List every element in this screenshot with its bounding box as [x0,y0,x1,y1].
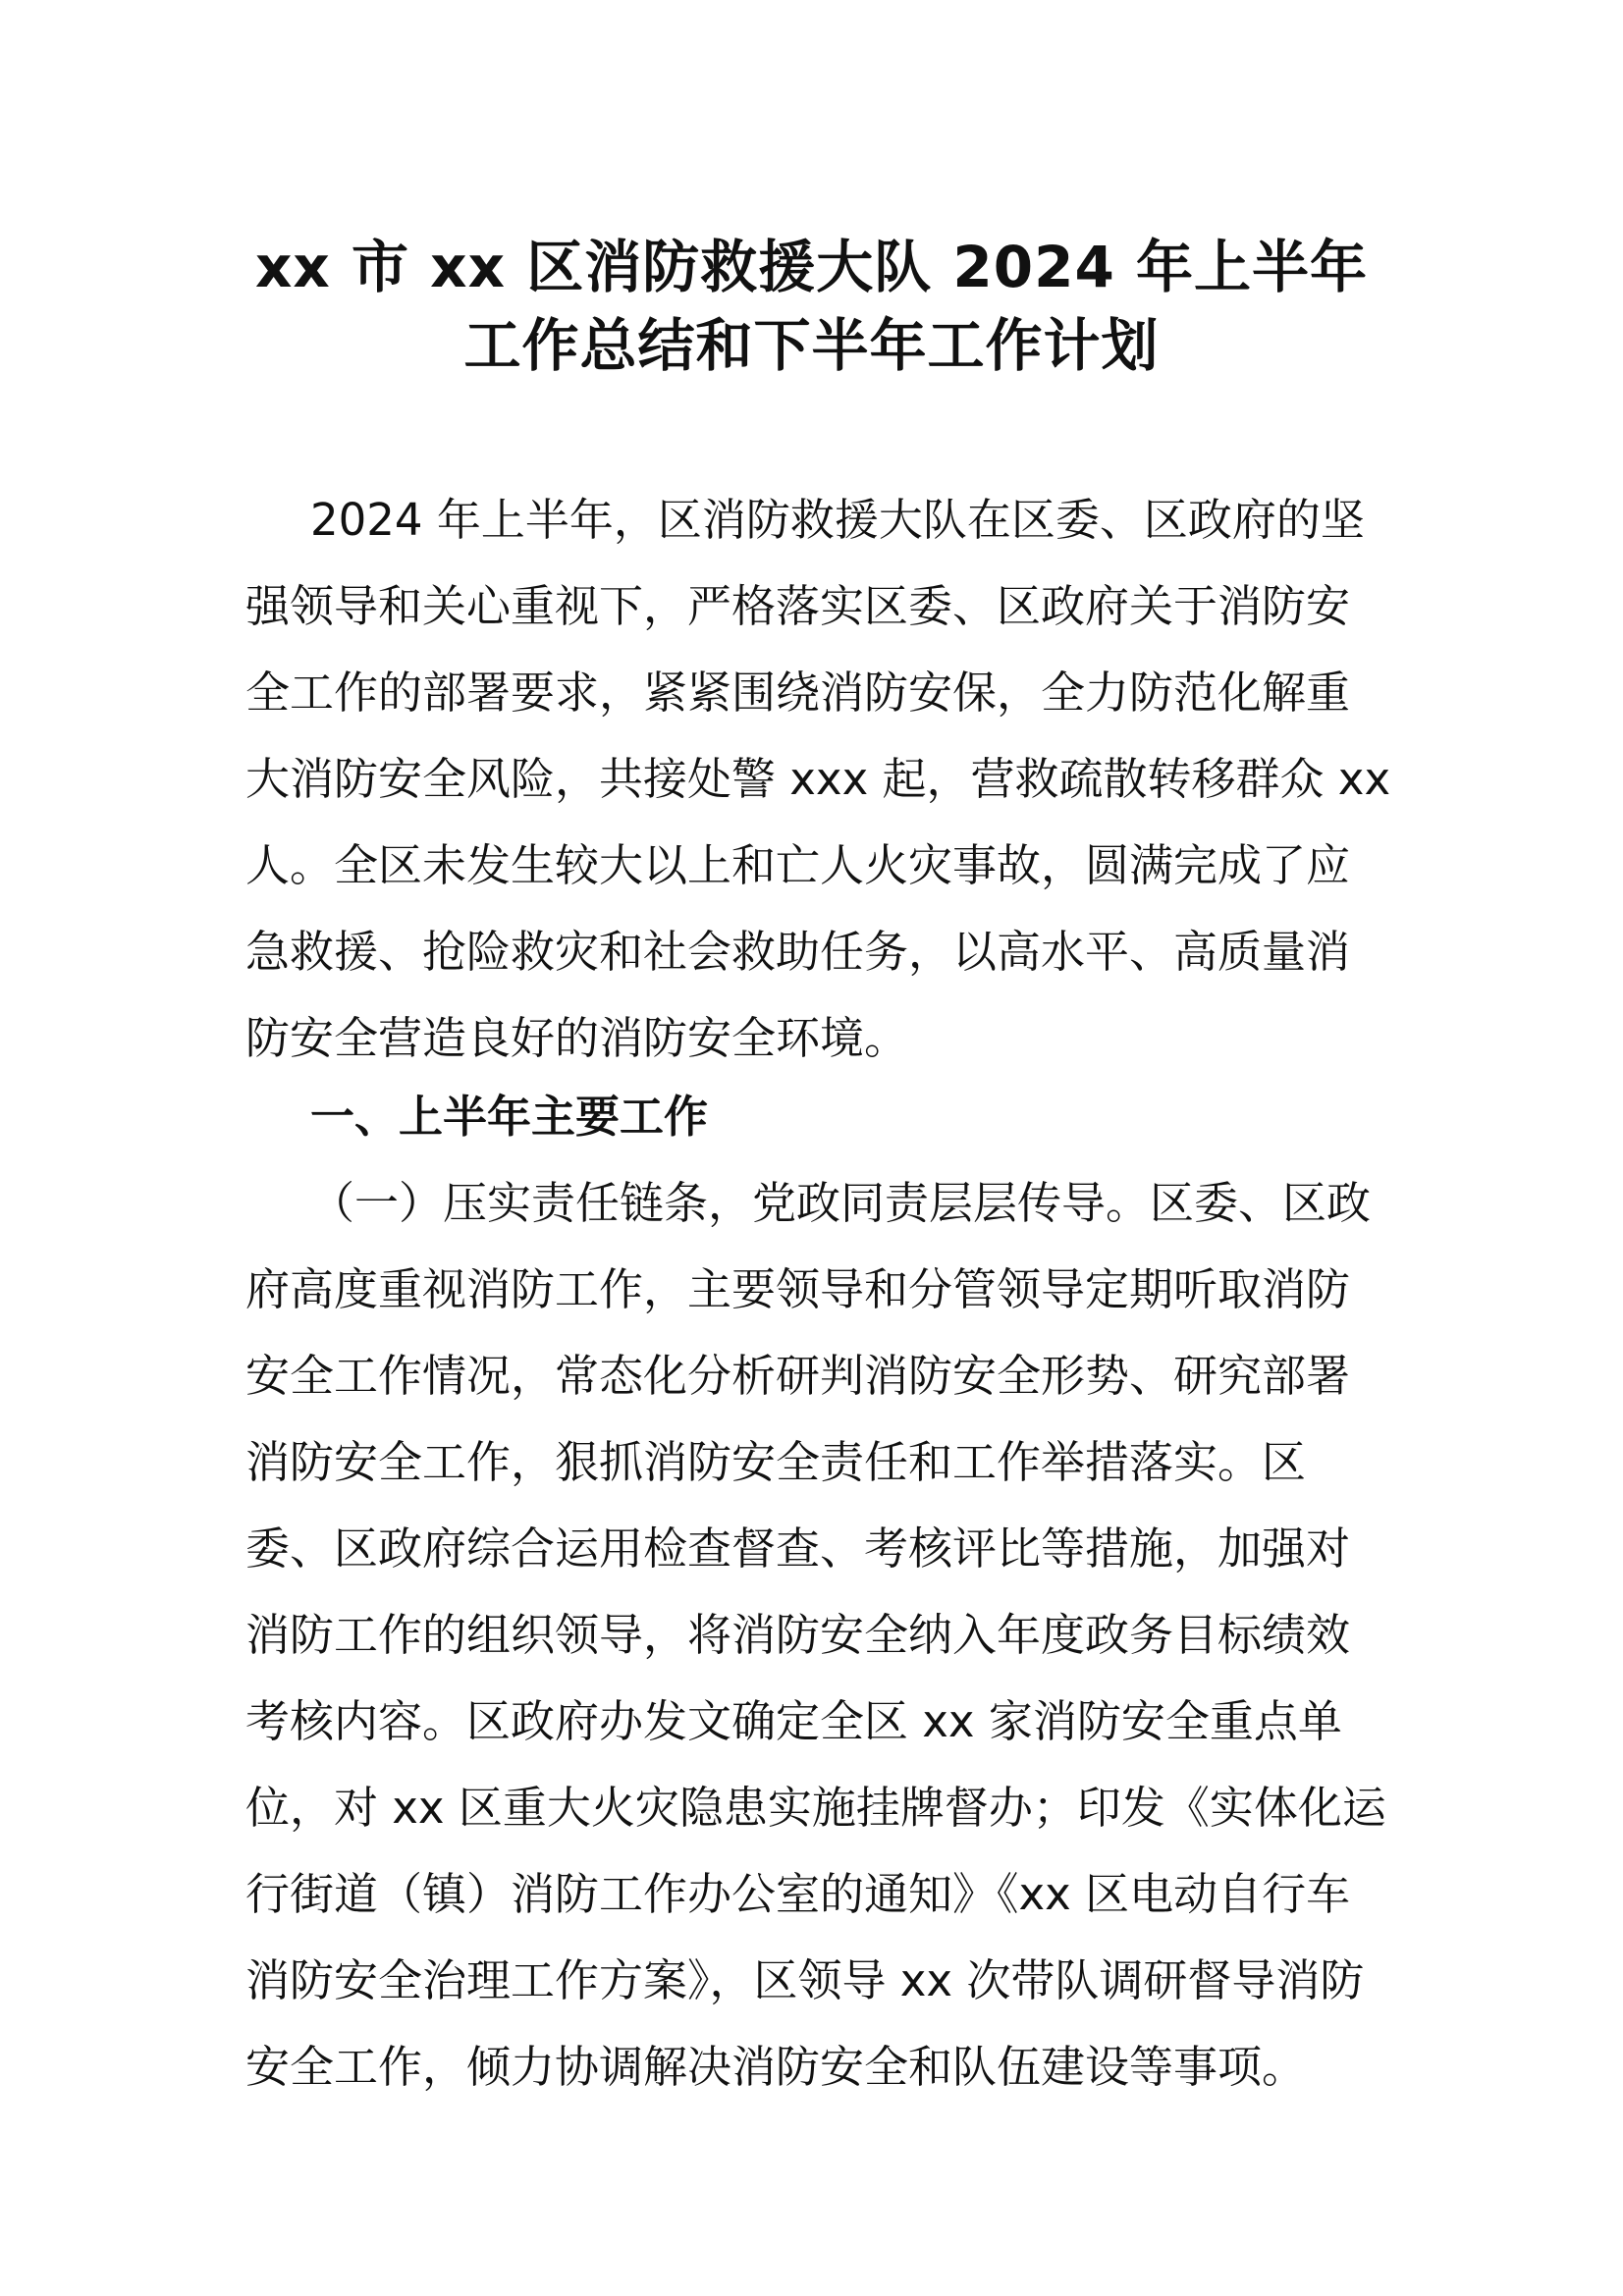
paragraph-line: 消防安全工作，狠抓消防安全责任和工作举措落实。区 [245,1436,1307,1488]
paragraph-line: 府高度重视消防工作，主要领导和分管领导定期听取消防 [245,1263,1351,1315]
paragraph-line: 消防安全治理工作方案》，区领导 xx 次带队调研督导消防 [245,1954,1365,2006]
paragraph-line: 委、区政府综合运用检查督查、考核评比等措施，加强对 [245,1522,1351,1575]
paragraph-line: 大消防安全风险，共接处警 xxx 起，营救疏散转移群众 xx [245,753,1391,805]
paragraph-line: （一）压实责任链条，党政同责层层传导。区委、区政 [310,1177,1372,1229]
paragraph-line: 强领导和关心重视下，严格落实区委、区政府关于消防安 [245,580,1351,632]
paragraph-line: 2024 年上半年，区消防救援大队在区委、区政府的坚 [310,494,1365,546]
document-title-line-2: 工作总结和下半年工作计划 [463,312,1160,379]
paragraph-line: 急救援、抢险救灾和社会救助任务，以高水平、高质量消 [245,926,1351,978]
paragraph-line: 行街道（镇）消防工作办公室的通知》《xx 区电动自行车 [245,1868,1351,1920]
paragraph-line: 位，对 xx 区重大火灾隐患实施挂牌督办；印发《实体化运 [245,1782,1386,1834]
paragraph-line: 人。全区未发生较大以上和亡人火灾事故，圆满完成了应 [245,839,1351,891]
document-title-line-1: xx 市 xx 区消防救援大队 2024 年上半年 [254,234,1369,300]
paragraph-line: 消防工作的组织领导，将消防安全纳入年度政务目标绩效 [245,1609,1351,1661]
paragraph-line: 防安全营造良好的消防安全环境。 [245,1012,909,1064]
paragraph-line: 安全工作情况，常态化分析研判消防安全形势、研究部署 [245,1350,1351,1402]
section-heading: 一、上半年主要工作 [310,1091,709,1143]
paragraph-line: 安全工作，倾力协调解决消防安全和队伍建设等事项。 [245,2041,1307,2093]
paragraph-line: 考核内容。区政府办发文确定全区 xx 家消防安全重点单 [245,1695,1342,1747]
paragraph-line: 全工作的部署要求，紧紧围绕消防安保，全力防范化解重 [245,667,1351,719]
